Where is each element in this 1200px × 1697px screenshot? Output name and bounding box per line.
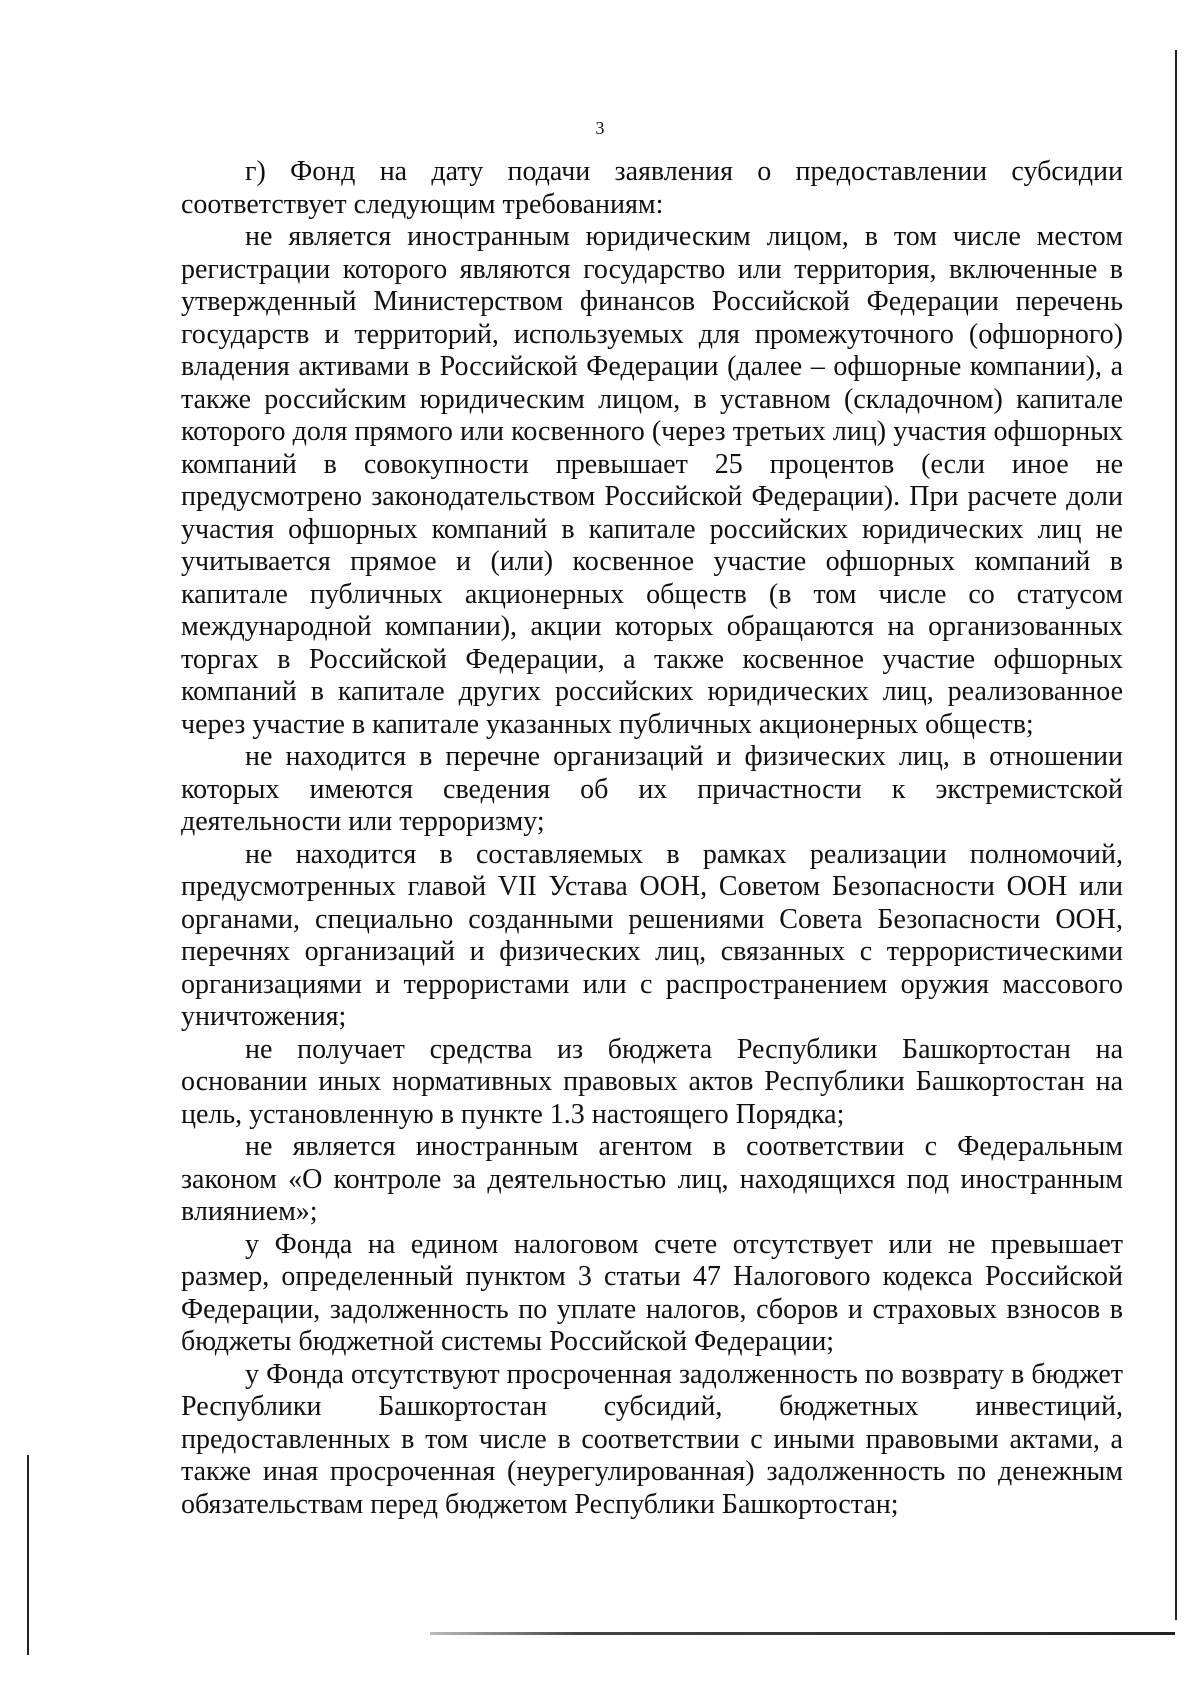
paragraph-extremism-list: не находится в перечне организаций и физических лиц, в отношении которых имеются сведения об их причастности к экстремистской деятельности или терроризму;: [181, 741, 1123, 837]
paragraph-foreign-agent: не является иностранным агентом в соответствии с Федеральным законом «О контроле за деятельностью лиц, находящихся под иностранным влиянием»;: [181, 1131, 1123, 1227]
document-body: [181, 156, 1123, 1521]
paragraph-budget-funds: не получает средства из бюджета Республики Башкортостан на основании иных нормативных правовых актов Республики Башкортостан на цель, установленную в пункте 1.3 настоящего Порядка;: [181, 1033, 1123, 1130]
paragraph-un-security-council: не находится в составляемых в рамках реализации полномочий, предусмотренных главой VII Устава ООН, Советом Безопасности ООН или органами, специально созданными решениями Совета Безопасности ООН, перечнях организаций и физических лиц, связанных с террористическими организациями и террористами или с распространением оружия массового уничтожения;: [181, 838, 1123, 1032]
paragraph-overdue-debt: у Фонда отсутствуют просроченная задолженность по возврату в бюджет Республики Башкортостан субсидий, бюджетных инвестиций, предоставленных в том числе в соответствии с иными правовыми актами, а также иная просроченная (неурегулированная) задолженность по денежным обязательствам перед бюджетом Республики Башкортостан;: [181, 1358, 1123, 1520]
scan-edge-left: [27, 1455, 29, 1655]
paragraph-requirements-intro: г) Фонд на дату подачи заявления о предоставлении субсидии соответствует следующим требованиям:: [181, 156, 1123, 220]
paragraph-tax-debt: у Фонда на едином налоговом счете отсутствует или не превышает размер, определенный пунктом 3 статьи 47 Налогового кодекса Российской Федерации, задолженность по уплате налогов, сборов и страховых взносов в бюджеты бюджетной системы Российской Федерации;: [181, 1228, 1123, 1357]
paragraph-offshore: не является иностранным юридическим лицом, в том числе местом регистрации которого являются государство или территория, включенные в утвержденный Министерством финансов Российской Федерации перечень государств и территорий, используемых для промежуточного (офшорного) владения активами в Российской Федерации (далее – офшорные компании), а также российским юридическим лицом, в уставном (складочном) капитале которого доля прямого или косвенного (через третьих лиц) участия офшорных компаний в совокупности превышает 25 процентов (если иное не предусмотрено законодательством Российской Федерации). При расчете доли участия офшорных компаний в капитале российских юридических лиц не учитывается прямое и (или) косвенное участие офшорных компаний в капитале публичных акционерных обществ (в том числе со статусом международной компании), акции которых обращаются на организованных торгах в Российской Федерации, а также косвенное участие офшорных компаний в капитале других российских юридических лиц, реализованное через участие в капитале указанных публичных акционерных обществ;: [181, 221, 1123, 740]
scan-edge-right: [1175, 50, 1177, 1620]
page-number: 3: [595, 118, 605, 138]
scan-edge-bottom: [430, 1632, 1175, 1635]
